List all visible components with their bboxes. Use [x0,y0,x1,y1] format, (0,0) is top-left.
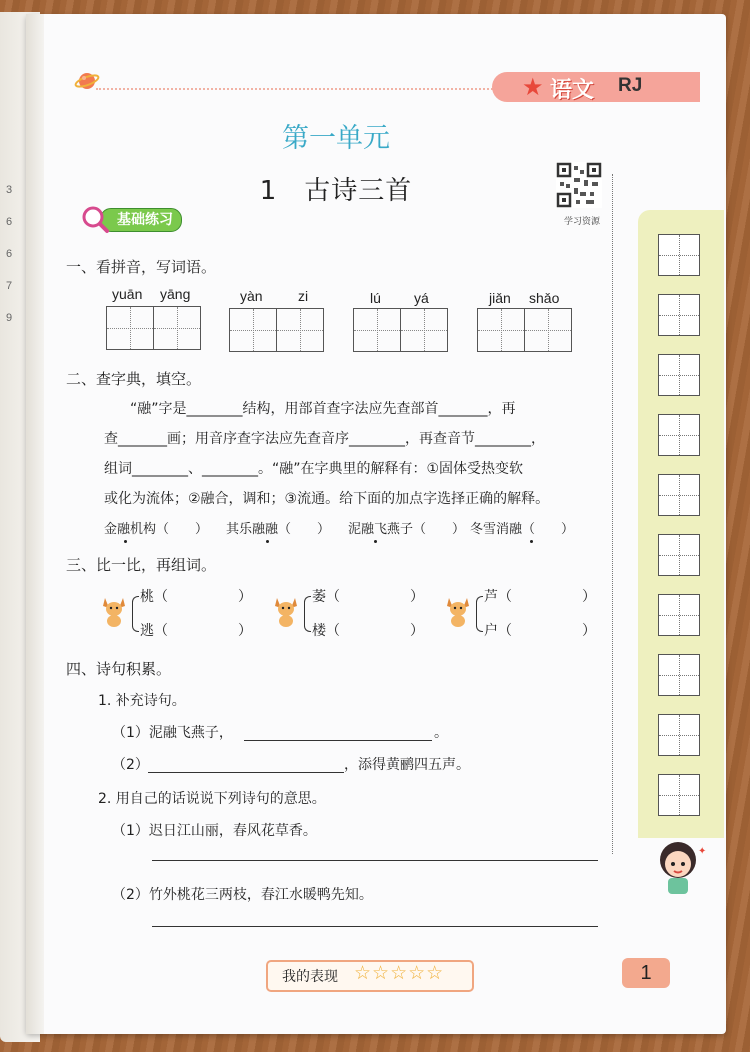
prev-page-number: 6 [6,216,13,228]
poem-line: （1）迟日江山丽，春风花草香。 [112,823,317,839]
puppy-icon [444,594,472,628]
answer-grid[interactable] [106,306,201,350]
page-number: 1 [622,958,670,988]
question-2-line: 组词________、________。“融”在字典里的解释有：①固体受热变软 [104,461,524,477]
answer-blank[interactable] [152,926,598,927]
workbook-page [26,14,726,1034]
writing-grid[interactable] [658,594,700,636]
star-rating-icon[interactable]: ☆☆☆☆☆ [354,962,445,984]
question-2-line: “融”字是________结构，用部首查字法应先查部首_______，再 [130,401,516,417]
question-3-title: 三、比一比，再组词。 [66,556,217,574]
section-badge-label: 基础练习 [100,208,182,232]
poem-line-end: 。 [434,725,448,741]
planet-icon [74,68,100,94]
qr-label: 学习资源 [563,217,600,227]
answer-blank[interactable] [152,860,598,861]
writing-grid[interactable] [658,534,700,576]
choice-item: 金融机构（ ） [104,522,209,537]
question-2-line: 或化为流体；②融合，调和；③流通。给下面的加点字选择正确的解释。 [104,491,550,507]
pinyin: yàn [240,288,263,304]
star-icon: ★ [522,73,544,101]
writing-grid[interactable] [658,774,700,816]
answer-blank[interactable] [148,772,344,773]
edition-code: RJ [618,75,643,96]
pinyin: lú [370,290,381,306]
qr-code-icon[interactable] [556,162,602,208]
brace [304,596,311,632]
writing-grid[interactable] [658,234,700,276]
prev-page-number: 6 [6,248,13,260]
writing-grid[interactable] [658,414,700,456]
brace [476,596,483,632]
performance-label: 我的表现 [282,969,338,985]
pinyin: shǎo [529,290,560,306]
poem-line: （2）竹外桃花三两枝，春江水暖鸭先知。 [112,887,373,903]
poem-line-end: ，添得黄鹂四五声。 [344,757,470,773]
svg-text:✦: ✦ [698,846,707,857]
poem-line: （2） [112,757,149,773]
pinyin: zi [298,288,309,304]
answer-blank[interactable] [244,740,432,741]
answer-grid[interactable] [477,308,572,352]
choice-item: 其乐融融（ ） [226,522,331,537]
prev-page-number: 9 [6,312,13,324]
choice-item: 冬雪消融（ ） [470,522,575,537]
girl-cartoon-icon [648,836,712,896]
pinyin: yāng [160,286,191,302]
unit-title: 第一单元 [282,123,390,154]
compare-word: 桃（ ） [140,589,252,605]
subject-name: 语文 [550,78,595,103]
prev-page-number: 7 [6,280,13,292]
compare-word: 户（ ） [484,623,596,639]
lesson-title: 1 古诗三首 [259,176,413,206]
writing-grid[interactable] [658,294,700,336]
pinyin: yuān [112,286,143,302]
emphasis-dot [530,540,533,543]
writing-grid[interactable] [658,654,700,696]
poem-line: （1）泥融飞燕子， [112,725,233,741]
question-2-line: 查_______画；用音序查字法应先查音序________，再查音节________， [104,431,545,447]
emphasis-dot [266,540,269,543]
magnifier-icon [80,204,110,234]
cut-line [612,174,613,854]
prev-page-number: 3 [6,184,13,196]
compare-word: 芦（ ） [484,589,596,605]
compare-word: 萎（ ） [312,589,424,605]
puppy-icon [100,594,128,628]
performance-rating [266,960,474,992]
pinyin: yá [414,290,429,306]
question-4-title: 四、诗句积累。 [66,660,172,678]
sub-question: 1. 补充诗句。 [98,693,186,709]
writing-grid[interactable] [658,354,700,396]
writing-grid[interactable] [658,714,700,756]
compare-word: 楼（ ） [312,623,424,639]
answer-grid[interactable] [353,308,448,352]
question-2-title: 二、查字典，填空。 [66,370,202,388]
answer-grid[interactable] [229,308,324,352]
question-1-title: 一、看拼音，写词语。 [66,258,217,276]
compare-word: 逃（ ） [140,623,252,639]
emphasis-dot [124,540,127,543]
page-gutter [26,14,44,1034]
subject-tab [492,72,700,102]
sub-question: 2. 用自己的话说说下列诗句的意思。 [98,791,326,807]
pinyin: jiǎn [489,290,511,306]
brace [132,596,139,632]
puppy-icon [272,594,300,628]
emphasis-dot [374,540,377,543]
practice-sidebar [638,210,724,838]
writing-grid[interactable] [658,474,700,516]
section-badge [80,204,200,236]
choice-item: 泥融飞燕子（ ） [348,522,466,537]
